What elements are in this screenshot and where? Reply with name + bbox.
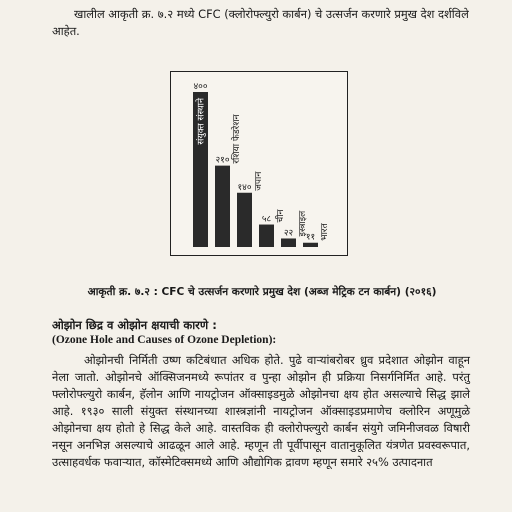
bar-value-label-1: २१०: [215, 155, 230, 166]
figure-caption: आकृती क्र. ७.२ : CFC चे उत्सर्जन करणारे प्रमुख देश (अब्ज मेट्रिक टन कार्बन) (२०१६): [87, 286, 437, 298]
body-paragraph: ओझोनची निर्मिती उष्ण कटिबंधात अधिक होते. पुढे वाऱ्यांबरोबर ध्रुव प्रदेशात ओझोन वाहून नेला जातो. ओझोनचे ऑक्सिजनमध्ये रूपांतर व पुन्हा ओझोन ही प्रक्रिया निसर्गनिर्मित आहे. परंतु फ्लोरोफ्ल्युरो कार्बन, हॅलोन आणि नायट्रोजन ऑक्साइडमुळे ओझोनचा क्षय होत असल्याचे सिद्ध झाले आहे. १९३० साली संयुक्त संस्थानच्या शास्त्रज्ञांनी नायट्रोजन ऑक्साइडप्रमाणेच क्लोरिन अणूमुळे ओझोनचा क्षय होतो हे सिद्ध केले आहे. वास्तविक ही क्लोरोफ्ल्युरो कार्बन संयुगे जमिनीजवळ विषारी नसून अनभिज्ञ असल्याचे आढळून आले आहे. म्हणून ती पूर्वीपासून वातानुकूलित यंत्रणेत प्रवस्वरूपात, उत्साहवर्धक फवाऱ्यात, कॉस्मेटिक्समध्ये आणि औद्योगिक द्रावण म्हणून समारे २५% उत्पादनात: [52, 353, 470, 469]
cfc-emission-chart: [170, 71, 348, 256]
bar-value-label-3: ५८: [261, 214, 272, 225]
bar-value-label-4: २२: [283, 228, 294, 239]
section-heading-marathi: ओझोन छिद्र व ओझोन क्षयाची कारणे :: [52, 318, 217, 332]
bar-3: [259, 225, 274, 247]
bar-4: [281, 238, 296, 247]
bar-category-label-3: चीन: [276, 209, 286, 223]
section-heading-english: (Ozone Hole and Causes of Ozone Depletion):: [52, 334, 277, 346]
bar-category-label-5: भारत: [320, 223, 330, 241]
bar-value-label-0: ४००: [193, 82, 208, 92]
bar-category-label-2: जपान: [254, 171, 264, 191]
bar-value-label-5: ११: [305, 232, 316, 243]
chart-canvas: [171, 72, 347, 255]
bar-2: [237, 193, 252, 247]
bar-1: [215, 166, 230, 247]
bar-5: [303, 243, 318, 247]
bar-category-label-0: संयुक्त संस्थाने: [196, 98, 207, 145]
bar-category-label-1: रशिया फेडरेशन: [232, 114, 242, 164]
intro-paragraph: खालील आकृती क्र. ७.२ मध्ये CFC (क्लोरोफ्ल्युरो कार्बन) चे उत्सर्जन करणारे प्रमुख देश दर्शविले आहेत.: [52, 7, 469, 38]
bar-value-label-2: १४०: [237, 182, 252, 193]
bar-category-label-4: इस्त्राइल: [298, 210, 308, 237]
